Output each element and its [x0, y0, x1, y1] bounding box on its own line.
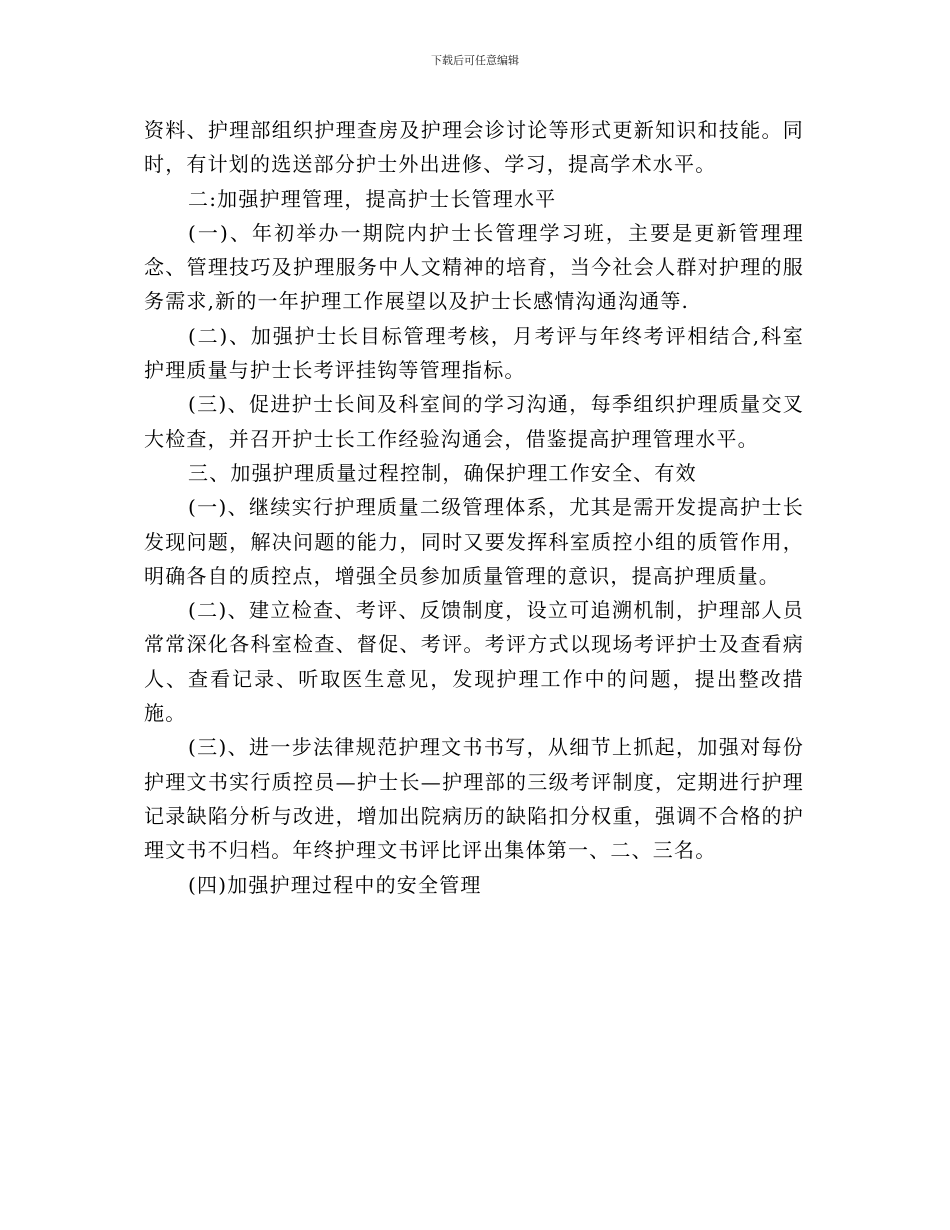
section-heading: 二:加强护理管理，提高护士长管理水平 — [188, 186, 557, 211]
paragraph: (三)、进一步法律规范护理文书书写，从细节上抓起，加强对每份护理文书实行质控员—护士长—护理部的三级考评制度，定期进行护理记录缺陷分析与改进，增加出院病历的缺陷扣分权重，强调不合格的护理文书不归档。年终护理文书评比评出集体第一、二、三名。 — [144, 735, 804, 863]
paragraph: (二)、建立检查、考评、反馈制度，设立可追溯机制，护理部人员常常深化各科室检查、督促、考评。考评方式以现场考评护士及查看病人、查看记录、听取医生意见，发现护理工作中的问题，提出整改措施。 — [144, 598, 804, 726]
subsection-heading: (四)加强护理过程中的安全管理 — [188, 872, 482, 897]
paragraph: (一)、年初举办一期院内护士长管理学习班，主要是更新管理理念、管理技巧及护理服务中人文精神的培育，当今社会人群对护理的服务需求,新的一年护理工作展望以及护士长感情沟通沟通等. — [144, 220, 804, 314]
paragraph: 资料、护理部组织护理查房及护理会诊讨论等形式更新知识和技能。同时，有计划的选送部分护士外出进修、学习，提高学术水平。 — [144, 118, 804, 177]
paragraph: (一)、继续实行护理质量二级管理体系，尤其是需开发提高护士长发现问题，解决问题的能力，同时又要发挥科室质控小组的质管作用，明确各自的质控点，增强全员参加质量管理的意识，提高护理质量。 — [144, 495, 804, 588]
section-heading: 三、加强护理质量过程控制，确保护理工作安全、有效 — [188, 460, 697, 485]
header-note: 下载后可任意编辑 — [431, 54, 519, 67]
paragraph: (二)、加强护士长目标管理考核，月考评与年终考评相结合,科室护理质量与护士长考评挂钩等管理指标。 — [144, 323, 804, 383]
document-body — [144, 113, 804, 902]
paragraph: (三)、促进护士长间及科室间的学习沟通，每季组织护理质量交叉大检查，并召开护士长工作经验沟通会，借鉴提高护理管理水平。 — [144, 392, 804, 451]
